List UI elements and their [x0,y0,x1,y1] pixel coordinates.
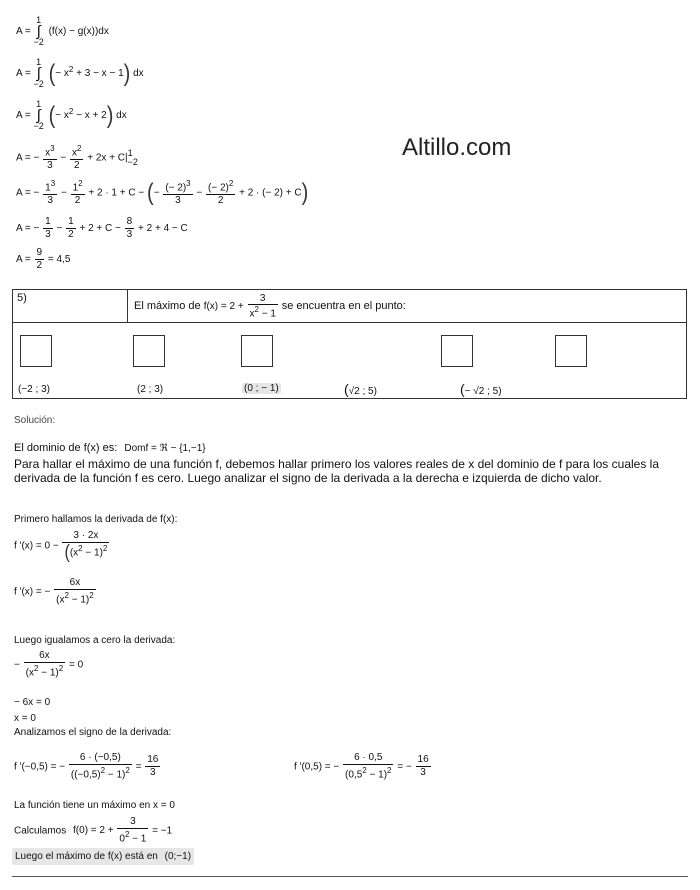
eq-label: A = − [16,223,40,235]
fraction: $\frac{(- 2)^2}{2}$ [208,179,234,207]
eval-limits: 1 −2 [127,147,138,167]
paren-open: ( [147,179,154,206]
exponent: 2 [68,106,74,116]
option-checkbox-3[interactable] [241,335,273,367]
area-line-2 [16,58,144,89]
zero-line-3: x = 0 [14,713,36,724]
minus: − [153,187,160,199]
term: + 2 + 4 − C [138,223,188,235]
exponent: 2 [68,64,74,74]
paren-close: ) [301,179,309,206]
dx: dx [116,110,127,122]
term: + 3 − x − 1 [73,68,124,80]
bottom-divider [12,876,688,877]
eq-label: A = − [16,187,40,199]
zero-line-2: − 6x = 0 [14,697,51,708]
derivative-line-1: f '(x) = 0 − $\frac{3 \cdot 2x}{((x^2 - 1)^2}$ [14,530,108,563]
max-text: La función tiene un máximo en x = 0 [14,800,175,811]
dx: dx [133,68,144,80]
zero-line-1: − $\frac{6x}{(x^2 - 1)^2}$ = 0 [14,650,84,679]
function-expr: f(x) = 2 + $\frac{3}{x^2 - 1}$ [203,293,276,320]
term: + 2x + C| [87,152,128,164]
derivative-intro: Primero hallamos la derivada de f(x): [14,514,178,525]
term: + 2 + C − [79,223,121,235]
derivative-line-2: f '(x) = − $\frac{6x}{(x^2 - 1)^2}$ [14,577,94,606]
minus: − [60,187,67,199]
sign-line-1: f '(−0,5) = − $\frac{6 \cdot (-0,5)}{((-0,5)^2 - 1)^2}$ = $\frac{16}{3}$ [14,752,159,781]
question-number: 5) [13,290,128,323]
option-label-4: (√2 ; 5) [344,381,377,397]
site-brand: Altillo.com [402,134,512,161]
solution-title: Solución: [14,415,56,426]
option-label-3: (0 ; − 1) [244,383,279,394]
domain-line: El dominio de f(x) es: Domf = ℜ − {1,−1} [14,442,206,454]
integral-sign: 1 ∫ −2 [33,57,44,89]
integral-sign: 1 ∫ −2 [33,99,44,131]
eq-label: A = [16,254,31,266]
integral-sign: 1 ∫ −2 [33,15,44,47]
term: + 2 · 1 + C − [88,187,145,199]
option-label-2: (2 ; 3) [137,384,164,395]
question-text-a: El máximo de [134,299,201,312]
minus: − [56,223,63,235]
minus: − [60,152,67,164]
fraction: $\frac{1}{3}$ [45,216,51,240]
area-line-3 [16,100,127,131]
sign-line-2: f '(0,5) = − $\frac{6 \cdot 0,5}{(0,5^2 - 1)^2}$ = − $\frac{16}{3}$ [294,752,429,781]
fraction: $\frac{1^2}{2}$ [72,179,83,207]
paren-open: ( [48,102,56,129]
calc-line: Calculamos f(0) = 2 + $\frac{3}{0^2 - 1}$ = −1 [14,816,173,845]
conclusion-point: (0;−1) [164,851,192,862]
fraction: $\frac{(- 2)^3}{3}$ [165,179,191,207]
eq-label: A = [16,26,31,38]
term: − x [55,110,69,122]
domain-expr: Domf = ℜ − {1,−1} [124,443,206,454]
question-text-b: se encuentra en el punto: [281,299,406,312]
option-checkbox-1[interactable] [20,335,52,367]
solution-paragraph: Para hallar el máximo de una función f, debemos hallar primero los valores reales de x del dominio de f para los cuales la derivada de la función f es cero. Luego analizar el signo de la derivada a la derecha e izquierda de dicho valor. [14,457,660,485]
fraction: $\frac{9}{2}$ [36,247,43,271]
option-label-5: (− √2 ; 5) [460,381,502,397]
paren-close: ) [106,102,114,129]
option-checkbox-2[interactable] [133,335,165,367]
eq-label: A = [16,110,31,122]
fraction: $\frac{x^2}{2}$ [72,144,82,172]
area-line-1 [16,16,109,47]
question-text [128,290,687,323]
option-checkbox-5[interactable] [555,335,587,367]
conclusion: Luego el máximo de f(x) está en (0;−1) [12,848,194,865]
fraction: $\frac{1^3}{3}$ [45,179,56,207]
area-line-5 [16,178,308,207]
minus: − [196,187,203,199]
fraction: $\frac{x^3}{3}$ [45,144,55,172]
sign-intro: Analizamos el signo de la derivada: [14,727,172,738]
area-line-7 [16,247,70,272]
fraction: $\frac{1}{2}$ [68,216,74,240]
term: + 2 · (− 2) + C [239,187,302,199]
option-checkbox-4[interactable] [441,335,473,367]
paren-open: ( [48,60,56,87]
area-line-6 [16,216,188,241]
eq-label: A = [16,68,31,80]
eq-label: A = − [16,152,40,164]
option-label-1: (−2 ; 3) [18,384,50,395]
fraction: $\frac{8}{3}$ [126,216,133,240]
zero-intro: Luego igualamos a cero la derivada: [14,635,176,646]
term: − x [55,68,69,80]
paren-close: ) [123,60,131,87]
area-line-4 [16,143,138,172]
result: = 4,5 [47,254,71,266]
integrand: (f(x) − g(x))dx [48,26,109,38]
term: − x + 2 [73,110,107,122]
